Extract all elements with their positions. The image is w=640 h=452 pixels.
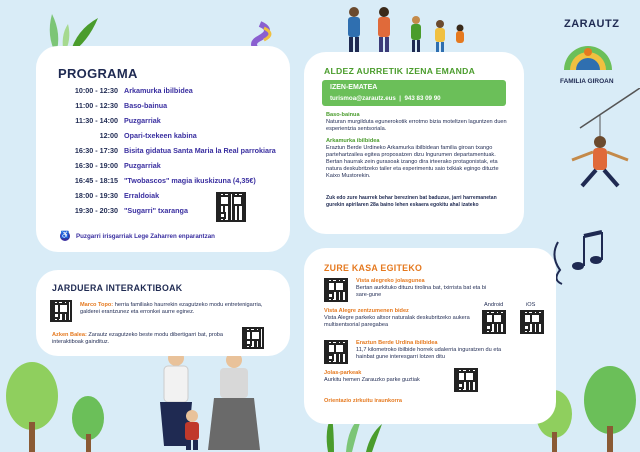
aldez-item-label: Baso-bainua <box>326 112 360 118</box>
schedule-event: Opari-txekeen kabina <box>124 131 197 140</box>
registration-contact[interactable]: turismoa@zarautz.eus | 943 83 09 90 <box>330 95 441 102</box>
schedule-time: 11:30 - 14:00 <box>75 116 118 125</box>
schedule-row <box>36 131 296 145</box>
qr-code-android[interactable] <box>482 310 506 334</box>
music-notes-icon <box>548 222 610 288</box>
schedule-time: 11:00 - 12:30 <box>75 101 118 110</box>
aldez-item-text: Naturan murgilduta egunerokotik errotmo bizia moteltzen laguntzen duen esperientzia sentsoriala. <box>326 119 507 132</box>
zure-kasa-card <box>304 248 556 424</box>
zure-kasa-item-text: Bertan aurkituko dituzu tirolina bat, txirrista bat eta bi sare-gune <box>356 285 487 298</box>
aldez-footnote: Zuk edo zure haurrek behar berezinen bat baduzue, jarri harremanetan gurekin apirilaren 28a baino lehen eskaera egokitu ahal izateko <box>326 195 497 208</box>
schedule-row <box>36 146 296 160</box>
schedule-event: Erraldoiak <box>124 191 160 200</box>
zure-kasa-item-text: 11,7 kilometroko ibilbide horrek udalerria inguratzen du eta hainbat gune interesgarri lotzen ditu <box>356 347 502 360</box>
programa-schedule <box>36 86 290 226</box>
aldez-item <box>326 138 512 180</box>
schedule-time: 10:00 - 12:30 <box>74 86 118 95</box>
aldez-card <box>304 52 524 234</box>
qr-code-eraztun[interactable] <box>324 340 348 364</box>
schedule-event: Puzgarriak <box>124 161 161 170</box>
aldez-title: ALDEZ AURRETIK IZENA EMANDA <box>324 66 476 76</box>
zure-kasa-item-text: Aurkitu hemen Zarauzko parke guztiak <box>324 377 420 383</box>
schedule-event: Bisita gidatua Santa Maria la Real parrokiara <box>124 146 276 155</box>
aldez-item <box>326 112 512 133</box>
aldez-item-text: Eraztun Berde Urdineko Arkamurka ibilbidean familia giroan txango partehartzailea egitea proposatzen dizu Ingurumen departamentuak. Bertan haurrak zein gurasoak izango dira irteerako protagonistak, eta natura deskubritzeko tailer eta esperimentu saio txikiak egingo dituzte Kaixo Mustorekin. <box>326 145 499 179</box>
accessibility-note: Puzgarri irisgarriak Lege Zaharren enparantzan <box>76 233 215 240</box>
schedule-row <box>36 176 296 190</box>
zure-kasa-item-text: Vista Alegre parkeko altxor naturalak deskubritzeko aukera multisentsorial paregabea <box>324 315 470 328</box>
zure-kasa-item-label: Vista Alegre zentzumenen bidez <box>324 308 409 314</box>
zure-kasa-item-label: Orientazio zirkuitu iraunkorra <box>324 398 403 404</box>
jarduera-item-label: Azken Balea: <box>52 332 87 338</box>
zure-kasa-item <box>356 340 506 361</box>
qr-code-jolas-parkeak[interactable] <box>454 368 478 392</box>
schedule-time: 16:30 - 19:00 <box>74 161 118 170</box>
qr-code-azken-balea[interactable] <box>242 327 264 349</box>
zipline-person-illustration <box>560 88 640 198</box>
logo-title: ZARAUTZ <box>564 18 620 30</box>
schedule-time: 16:30 - 17:30 <box>74 146 118 155</box>
zure-kasa-title: ZURE KASA EGITEKO <box>324 263 423 273</box>
family-illustration <box>340 4 470 58</box>
schedule-time: 18:00 - 19:30 <box>74 191 118 200</box>
jarduera-title: JARDUERA INTERAKTIBOAK <box>52 283 183 293</box>
schedule-time: 12:00 <box>99 131 118 140</box>
logo-subtitle: FAMILIA GIROAN <box>560 78 614 85</box>
registration-title: IZEN-EMATEA <box>330 84 378 91</box>
schedule-row <box>36 101 296 115</box>
jarduera-item-text: Zarautz ezagutzeko beste modu dibertigarri bat, proba interaktiboak gaindituz. <box>52 332 224 345</box>
jarduera-item-label: Marco Topo: <box>80 302 114 308</box>
zure-kasa-item-label: Eraztun Berde Urdina ibilbidea <box>356 340 438 346</box>
schedule-event: Puzgarriak <box>124 116 161 125</box>
schedule-row <box>36 206 296 220</box>
schedule-row <box>36 86 296 100</box>
logo-emblem-icon <box>560 32 616 76</box>
programa-title: PROGRAMA <box>58 66 138 81</box>
zure-kasa-item-label: Jolas-parkeak <box>324 370 362 376</box>
programa-card <box>36 46 290 252</box>
jarduera-item <box>52 332 232 346</box>
schedule-event: Arkamurka ibilbidea <box>124 86 193 95</box>
zure-kasa-item <box>324 370 464 384</box>
zarautz-logo <box>552 18 630 92</box>
aldez-item-label: Arkamurka ibilbidea <box>326 138 380 144</box>
schedule-event: "Sugarri" txaranga <box>124 206 188 215</box>
qr-code-programa[interactable] <box>216 192 246 222</box>
traditional-family-illustration <box>140 346 270 452</box>
qr-code-marco-topo[interactable] <box>50 300 72 322</box>
schedule-event: Baso-bainua <box>124 101 168 110</box>
schedule-row <box>36 191 296 205</box>
qr-code-jolasgunea[interactable] <box>324 278 348 302</box>
trees-left-illustration <box>0 352 120 452</box>
qr-code-ios[interactable] <box>520 310 544 334</box>
schedule-row <box>36 116 296 130</box>
zure-kasa-item <box>356 278 496 299</box>
schedule-time: 19:30 - 20:30 <box>74 206 118 215</box>
schedule-row <box>36 161 296 175</box>
jarduera-item <box>80 302 280 316</box>
schedule-time: 16:45 - 18:15 <box>74 176 118 185</box>
jarduera-item-text: herria familiako haurrekin ezagutzeko modu entretenigarria, galderei erantzunez eta erronkei aurre eginez. <box>80 302 263 315</box>
jarduera-card <box>36 270 290 356</box>
registration-box <box>322 80 506 106</box>
accessibility-icon: ♿ <box>60 232 70 239</box>
android-label: Android <box>484 302 504 308</box>
ios-label: iOS <box>526 302 536 308</box>
zure-kasa-item <box>324 308 478 329</box>
schedule-event: "Twobascos" magia ikuskizuna (4,35€) <box>124 176 256 185</box>
zure-kasa-item-label: Vista alegreko jolasgunea <box>356 278 425 284</box>
